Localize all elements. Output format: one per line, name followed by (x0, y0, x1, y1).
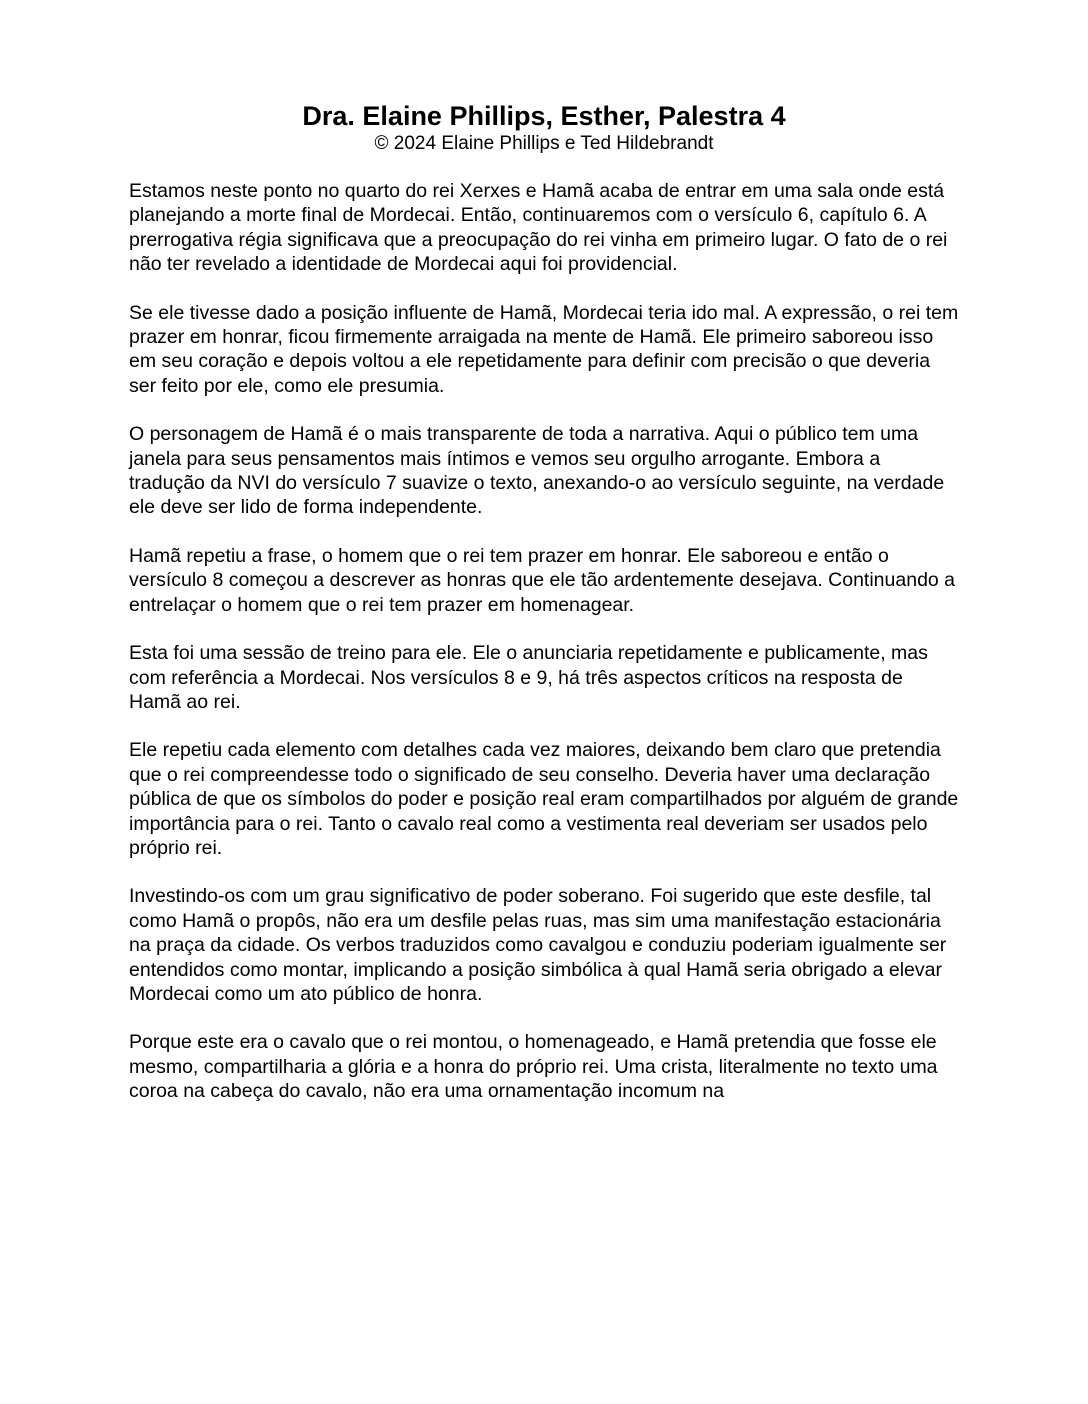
paragraph-1: Estamos neste ponto no quarto do rei Xerxes e Hamã acaba de entrar em uma sala onde está planejando a morte final de Mordecai. Então, continuaremos com o versículo 6, capítulo 6. A prerrogativa régia significava que a preocupação do rei vinha em primeiro lugar. O fato de o rei não ter revelado a identidade de Mordecai aqui foi providencial. (129, 180, 948, 276)
copyright-line: © 2024 Elaine Phillips e Ted Hildebrandt (374, 133, 714, 154)
paragraph-6: Ele repetiu cada elemento com detalhes cada vez maiores, deixando bem claro que pretendia que o rei compreendesse todo o significado de seu conselho. Deveria haver uma declaração pública de que os símbolos do poder e posição real eram compartilhados por alguém de grande importância para o rei. Tanto o cavalo real como a vestimenta real deveriam ser usados pelo próprio rei. (129, 739, 959, 859)
paragraph-8: Porque este era o cavalo que o rei montou, o homenageado, e Hamã pretendia que fosse ele mesmo, compartilharia a glória e a honra do próprio rei. Uma crista, literalmente no texto uma coroa na cabeça do cavalo, não era uma ornamentação incomum na (129, 1031, 938, 1103)
paragraph-7: Investindo-os com um grau significativo de poder soberano. Foi sugerido que este desfile, tal como Hamã o propôs, não era um desfile pelas ruas, mas sim uma manifestação estacionária na praça da cidade. Os verbos traduzidos como cavalgou e conduziu poderiam igualmente ser entendidos como montar, implicando a posição simbólica à qual Hamã seria obrigado a elevar Mordecai como um ato público de honra. (129, 885, 947, 1005)
paragraph-5: Esta foi uma sessão de treino para ele. Ele o anunciaria repetidamente e publicamente, mas com referência a Mordecai. Nos versículos 8 e 9, há três aspectos críticos na resposta de Hamã ao rei. (129, 642, 928, 713)
document-body (129, 179, 959, 1128)
paragraph-2: Se ele tivesse dado a posição influente de Hamã, Mordecai teria ido mal. A expressão, o rei tem prazer em honrar, ficou firmemente arraigada na mente de Hamã. Ele primeiro saboreou isso em seu coração e depois voltou a ele repetidamente para definir com precisão o que deveria ser feito por ele, como ele presumia. (129, 301, 959, 397)
document-title: Dra. Elaine Phillips, Esther, Palestra 4 (302, 101, 786, 131)
document-header (0, 100, 1088, 156)
paragraph-3: O personagem de Hamã é o mais transparente de toda a narrativa. Aqui o público tem uma janela para seus pensamentos mais íntimos e vemos seu orgulho arrogante. Embora a tradução da NVI do versículo 7 suavize o texto, anexando-o ao versículo seguinte, na verdade ele deve ser lido de forma independente. (129, 423, 945, 519)
paragraph-4: Hamã repetiu a frase, o homem que o rei tem prazer em honrar. Ele saboreou e então o versículo 8 começou a descrever as honras que ele tão ardentemente desejava. Continuando a entrelaçar o homem que o rei tem prazer em homenagear. (129, 544, 956, 616)
